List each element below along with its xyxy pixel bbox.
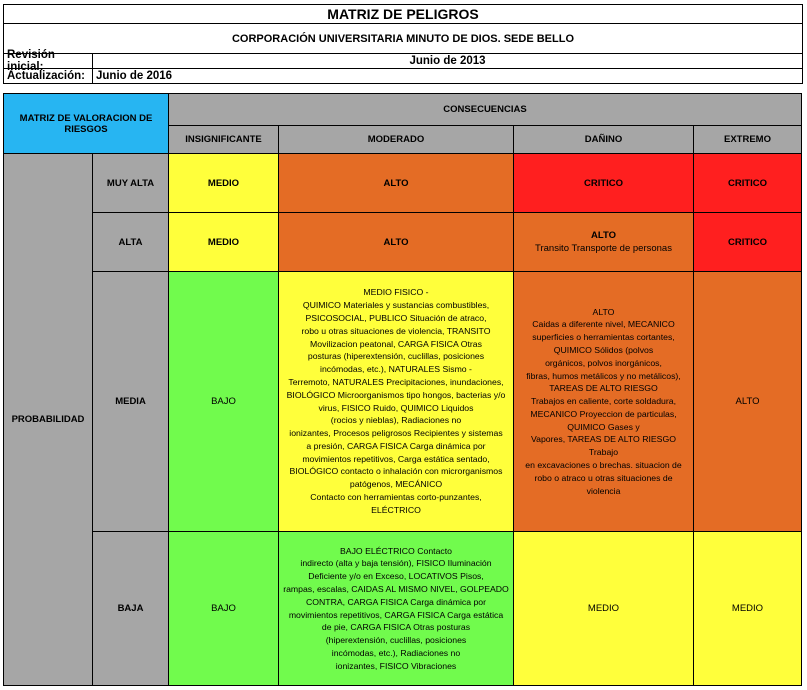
- cell-baja-moderado: [278, 531, 514, 686]
- cell-media-moderado: [278, 271, 514, 532]
- update-value: Junio de 2016: [92, 68, 803, 84]
- matrix-corner-label: MATRIZ DE VALORACION DE RIESGOS: [3, 93, 169, 154]
- row-label-baja: BAJA: [92, 531, 169, 686]
- revision-value: Junio de 2013: [92, 53, 803, 69]
- cell-baja-danino: MEDIO: [513, 531, 694, 686]
- cell-media-danino-detail: ALTO Caidas a diferente nivel, MECANICO superficies o herramientas cortantes, QUIMICO Sólidos (polvos orgánicos, polvos inorgánicos, fibras, humos metálicos y no metálicos), TAREAS DE ALTO RIESGO Trabajos en caliente, corte soldadura, MECANICO Proyeccion de particulas, QUIMICO Gases y Vapores, TAREAS DE ALTO RIESGO Trabajo en excavaciones o brechas. situacion de robo o atraco u otras situaciones de violencia: [525, 306, 682, 496]
- cell-media-extremo: ALTO: [693, 271, 802, 532]
- cell-alta-danino-level: ALTO: [591, 230, 616, 241]
- row-label-muy-alta: MUY ALTA: [92, 153, 169, 213]
- cell-baja-moderado-detail: BAJO ELÉCTRICO Contacto indirecto (alta y baja tensión), FISICO Iluminación Deficiente y/o en Exceso, LOCATIVOS Pisos, rampas, escalas, CAIDAS AL MISMO NIVEL, GOLPEADO CONTRA, CARGA FISICA Carga dinámica por movimientos repetitivos, CARGA FISICA Carga estática de pie, CARGA FISICA Otras posturas (hiperextensión, cuclillas, posiciones incómodas, etc.), Radiaciones no ionizantes, FISICO Vibraciones: [283, 545, 509, 671]
- cell-alta-danino-detail: Transito Transporte de personas: [535, 243, 672, 254]
- probability-label: PROBABILIDAD: [3, 153, 93, 686]
- column-header-danino: DAÑINO: [513, 125, 694, 154]
- cell-muy-alta-danino: CRITICO: [513, 153, 694, 213]
- consequences-header: CONSECUENCIAS: [168, 93, 802, 126]
- row-label-media: MEDIA: [92, 271, 169, 532]
- cell-baja-insignificante: BAJO: [168, 531, 279, 686]
- column-header-extremo: EXTREMO: [693, 125, 802, 154]
- column-header-insignificante: INSIGNIFICANTE: [168, 125, 279, 154]
- cell-media-danino: [513, 271, 694, 532]
- cell-media-insignificante: BAJO: [168, 271, 279, 532]
- cell-muy-alta-extremo: CRITICO: [693, 153, 802, 213]
- row-label-alta: ALTA: [92, 212, 169, 272]
- cell-muy-alta-insignificante: MEDIO: [168, 153, 279, 213]
- cell-media-moderado-detail: MEDIO FISICO - QUIMICO Materiales y sustancias combustibles, PSICOSOCIAL, PUBLICO Situación de atraco, robo u otras situaciones de violencia, TRANSITO Movilizacion peatonal, CARGA FISICA Otras posturas (hiperextensión, cuclillas, posiciones incómodas, etc.), NATURALES Sismo - Terremoto, NATURALES Precipitaciones, inundaciones, BIOLÓGICO Microorganismos tipo hongos, bacterias y/o virus, FISICO Ruido, QUIMICO Liquidos (rocios y nieblas), Radiaciones no ionizantes, Procesos peligrosos Recipientes y sistemas a presión, CARGA FISICA Carga dinámica por movimientos repetitivos, Carga estática sentado, BIOLÓGICO contacto o inhalación con microrganismos patógenos, MECÁNICO Contacto con herramientas corto-punzantes, ELÉCTRICO: [286, 287, 506, 515]
- cell-muy-alta-moderado: ALTO: [278, 153, 514, 213]
- organization-name: CORPORACIÓN UNIVERSITARIA MINUTO DE DIOS. SEDE BELLO: [3, 23, 803, 54]
- cell-alta-extremo: CRITICO: [693, 212, 802, 272]
- column-header-moderado: MODERADO: [278, 125, 514, 154]
- update-label: Actualización:: [3, 68, 93, 84]
- cell-alta-insignificante: MEDIO: [168, 212, 279, 272]
- cell-alta-moderado: ALTO: [278, 212, 514, 272]
- cell-alta-danino: [513, 212, 694, 272]
- revision-label: Revisión inicial:: [3, 53, 93, 69]
- document-title: MATRIZ DE PELIGROS: [3, 4, 803, 24]
- cell-baja-extremo: MEDIO: [693, 531, 802, 686]
